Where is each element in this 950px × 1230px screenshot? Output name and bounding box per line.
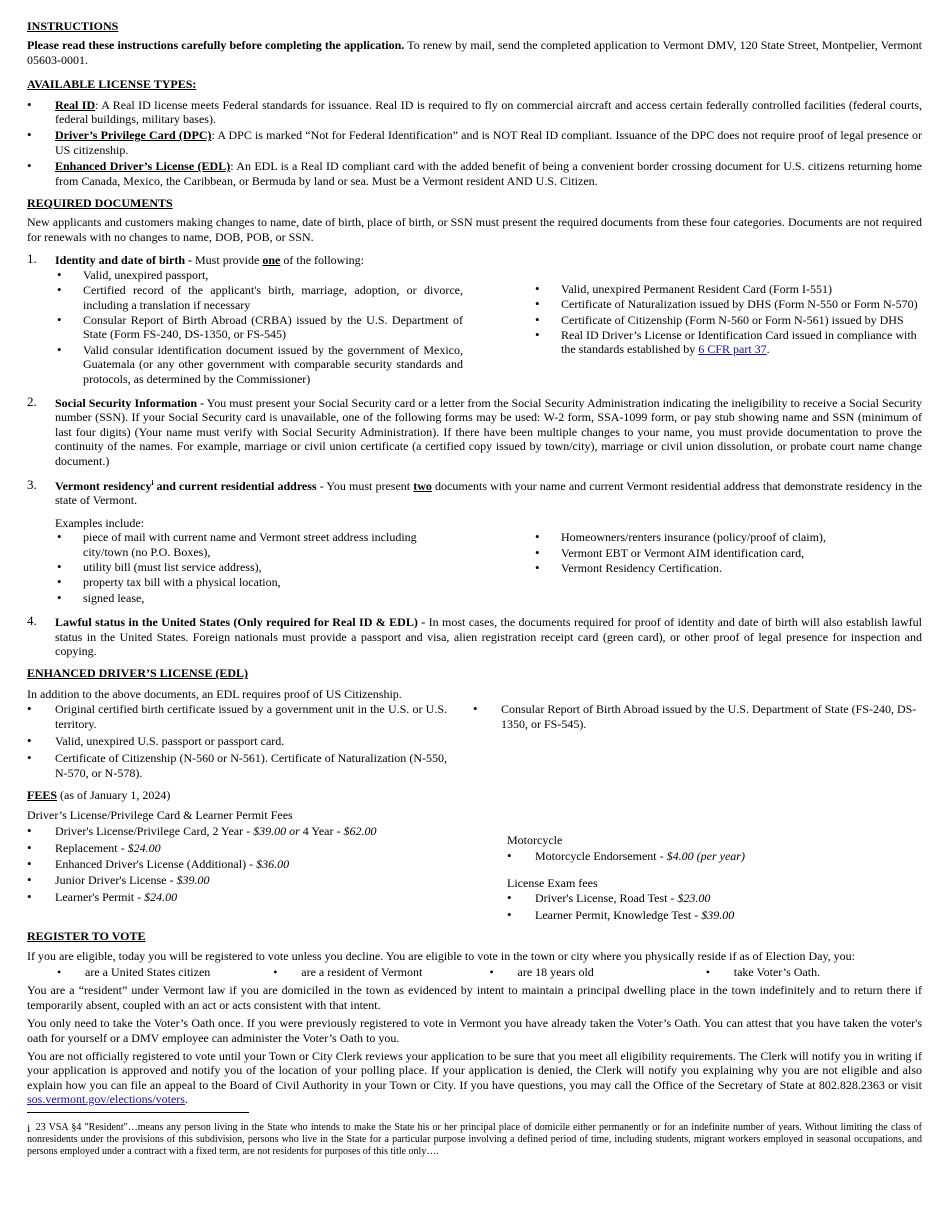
identity-section: 1. Identity and date of birth - Must provide one of the following: • Valid, unexpired passport, • Certified record of the applicant's birth, marriage, adoption, or divorce, including a translation if necessary • Consular Report of Birth Abroad (CRBA) issued by the U.S. Department of State (Form FS-240, DS-1350, or FS-545) • Valid consular identification document issued by the government of Mexico, Guatemala (or any other government with comparable security standards and protocols, as determined by the Commissioner) • Valid, unexpired Permanent Resident Card (Form I-551) • Certificate of Naturalization issued by DHS (Form N-550 or Form N-570) • Certificate of Citizenship (Form N-560 or Form N-561) issued by DHS • Real ID Driver’s License or Identification Card issued in compliance with the standards established by 6 CFR part 37. [27, 253, 922, 386]
required-documents-heading: REQUIRED DOCUMENTS [27, 196, 173, 211]
voter-criterion: • are a resident of Vermont [273, 965, 489, 979]
list-item: • utility bill (must list service address), [55, 560, 463, 574]
edl-list-left [27, 702, 447, 780]
voter-oath-text: You only need to take the Voter’s Oath once. If you were previously registered to vote in Vermont you have already taken the Voter’s Oath. You can attest that you have taken the voter's oath for yourself or a DMV employee can administer the Voter’s Oath to you. [27, 1016, 922, 1045]
identity-list-left [55, 268, 463, 386]
list-item: • Valid, unexpired U.S. passport or passport card. [27, 734, 447, 748]
footnote: i 23 VSA §4 "Resident"…means any person living in the State who intends to make the State his or her principal place of domicile either permanently or for an indefinite number of years. Without limiting the class of nonresidents under the provisions of this subdivision, persons who live in the State for a particular purpose involving a defined period of time, including students, migrant workers employed in seasonal occupations, and persons employed under a contract with a fixed term, are not residents for purposes of this title only…. [27, 1121, 922, 1157]
edl-intro: In addition to the above documents, an EDL requires proof of US Citizenship. [27, 686, 402, 701]
license-types-heading: AVAILABLE LICENSE TYPES: [27, 77, 197, 92]
footnote-divider [27, 1112, 249, 1113]
fee-item: • Driver's License/Privilege Card, 2 Year - $39.00 or 4 Year - $62.00 [27, 824, 507, 838]
fees-heading: FEES (as of January 1, 2024) [27, 788, 171, 803]
fee-item: • Learner's Permit - $24.00 [27, 890, 507, 904]
exam-fees-heading: License Exam fees [507, 875, 598, 890]
registration-review-text: You are not officially registered to vote until your Town or City Clerk reviews your application to be sure that you meet all eligibility requirements. The Clerk will notify you in writing if your application is approved and notify you of the location of your polling place. If your application is denied, the Clerk will notify you explaining why you are not eligible and also explain how you can file an appeal to the Board of Civil Authority in your Town or City. If you have questions, you may call the Office of the Secretary of State at 802.828.2363 or visit sos.vermont.gov/elections/voters. [27, 1048, 922, 1107]
register-to-vote-heading: REGISTER TO VOTE [27, 929, 146, 944]
lawful-status-section: 4. Lawful status in the United States (Only required for Real ID & EDL) - In most cases, the documents required for proof of identity and date of birth will also establish lawful status in the United States. Foreign nationals must provide a passport and visa, alien registration receipt card (green card), or other proof of legal presence for inspection and copying. [27, 613, 923, 659]
cfr-link[interactable]: 6 CFR part 37 [698, 342, 767, 357]
list-item: • Certificate of Citizenship (Form N-560 or Form N-561) issued by DHS [533, 313, 922, 327]
fee-item: • Junior Driver's License - $39.00 [27, 873, 507, 887]
list-item: • signed lease, [55, 591, 463, 605]
list-item: • Real ID Driver’s License or Identification Card issued in compliance with the standards established by 6 CFR part 37. [533, 328, 922, 357]
renewal-instructions: Please read these instructions carefully before completing the application. To renew by mail, send the completed application to Vermont DMV, 120 State Street, Montpelier, Vermont 05603-0001. [27, 38, 922, 67]
vote-eligibility-text: If you are eligible, today you will be registered to vote unless you decline. You are eligible to vote in the town or city where you physically reside if as of Election Day, you: [27, 948, 856, 963]
fee-item: • Enhanced Driver's License (Additional) - $36.00 [27, 857, 507, 871]
edl-heading: ENHANCED DRIVER’S LICENSE (EDL) [27, 666, 249, 681]
examples-label: Examples include: [55, 515, 144, 530]
residency-list-right [533, 530, 922, 605]
license-type-dpc: • Driver’s Privilege Card (DPC): A DPC is marked “Not for Federal Identification” and is NOT Real ID compliant. Issuance of the DPC does not require proof of legal presence or US citizenship. [27, 128, 922, 157]
edl-list-right [473, 702, 922, 780]
list-item: • Certificate of Citizenship (N-560 or N-561). Certificate of Naturalization (N-550, N-570, or N-578). [27, 751, 447, 780]
instructions-page [27, 19, 922, 1107]
voter-criterion: • take Voter’s Oath. [706, 965, 922, 979]
fees-columns [27, 824, 922, 922]
fees-right-column [507, 824, 922, 922]
voter-criteria [27, 965, 922, 979]
motorcycle-heading: Motorcycle [507, 833, 563, 848]
voter-criterion: • are 18 years old [490, 965, 706, 979]
social-security-section: 2. Social Security Information - You must present your Social Security card or a letter from the Social Security Administration indicating the ineligibility to receive a Social Security number (SSN). If your Social Security card is unavailable, one of the following forms may be used: W-2 form, SSA-1099 form, or pay stub showing name and SSN (minimum of last four digits) (Your name must verify with Social Security Administration). If there have been multiple changes to your name, you must provide documentation to prove the continuity of the names. For example, marriage or civil union certificate (a certified copy issued by town/city), marriage or civil union dissolution, or probate court name change document.) [27, 393, 922, 468]
residency-list-left [55, 530, 463, 605]
list-item: • Vermont Residency Certification. [533, 561, 922, 575]
license-type-edl: • Enhanced Driver’s License (EDL): An EDL is a Real ID compliant card with the added benefit of being a convenient border crossing document for U.S. citizens returning home from Canada, Mexico, the Caribbean, or Bermuda by land or sea. Must be a Vermont resident AND U.S. Citizen. [27, 159, 922, 188]
fees-subheading: Driver’s License/Privilege Card & Learner Permit Fees [27, 807, 293, 822]
fee-item: • Driver's License, Road Test - $23.00 [507, 891, 922, 905]
list-item: • property tax bill with a physical location, [55, 575, 463, 589]
required-documents-intro: New applicants and customers making changes to name, date of birth, place of birth, or SSN must present the required documents from these four categories. Documents are not required for renewals with no changes to name, DOB, POB, or SSN. [27, 215, 922, 244]
list-item: • Certificate of Naturalization issued by DHS (Form N-550 or Form N-570) [533, 297, 922, 311]
license-types-list [27, 98, 922, 188]
fee-item: • Motorcycle Endorsement - $4.00 (per year) [507, 849, 922, 863]
list-item: • piece of mail with current name and Vermont street address including city/town (no P.O. Boxes), [55, 530, 463, 559]
list-item: • Valid, unexpired passport, [55, 268, 463, 282]
list-item: • Valid, unexpired Permanent Resident Card (Form I-551) [533, 282, 922, 296]
voter-criterion: • are a United States citizen [57, 965, 273, 979]
sos-elections-link[interactable]: sos.vermont.gov/elections/voters [27, 1092, 185, 1107]
list-item: • Consular Report of Birth Abroad (CRBA) issued by the U.S. Department of State (Form FS-240, DS-1350, or FS-545) [55, 313, 463, 342]
list-item: • Certified record of the applicant's birth, marriage, adoption, or divorce, including a translation if necessary [55, 283, 463, 312]
edl-lists [27, 702, 922, 780]
license-type-real-id: • Real ID: A Real ID license meets Federal standards for issuance. Real ID is required to fly on commercial aircraft and access certain federally controlled facilities (federal courts, federal buildings, military bases). [27, 98, 922, 127]
list-item: • Consular Report of Birth Abroad issued by the U.S. Department of State (FS-240, DS-1350, or FS-545). [473, 702, 922, 731]
identity-list-right [533, 268, 922, 386]
instructions-heading: INSTRUCTIONS [27, 19, 119, 33]
fee-item: • Learner Permit, Knowledge Test - $39.00 [507, 908, 922, 922]
fee-item: • Replacement - $24.00 [27, 841, 507, 855]
resident-definition: You are a “resident” under Vermont law if you are domiciled in the town as evidenced by intent to maintain a principal dwelling place in the town indefinitely and to return there if temporarily absent, coupled with an act or acts consistent with that intent. [27, 983, 922, 1012]
list-item: • Homeowners/renters insurance (policy/proof of claim), [533, 530, 922, 544]
list-item: • Valid consular identification document issued by the government of Mexico, Guatemala (or any other government with comparable security standards and protocols, as determined by the Commissioner) [55, 343, 463, 386]
residency-section: 3. Vermont residency$^i$ and current residential address - You must present two documents with your name and current Vermont residential address that demonstrate residency in the state of Vermont. Examples include: • piece of mail with current name and Vermont street address including city/town (no P.O. Boxes), • utility bill (must list service address), • property tax bill with a physical location, • signed lease, • Homeowners/renters insurance (policy/proof of claim), • Vermont EBT or Vermont AIM identification card, • Vermont Residency Certification. [27, 479, 922, 605]
list-item: • Original certified birth certificate issued by a government unit in the U.S. or U.S. territory. [27, 702, 447, 731]
list-item: • Vermont EBT or Vermont AIM identification card, [533, 546, 922, 560]
fees-list-left [27, 824, 507, 922]
